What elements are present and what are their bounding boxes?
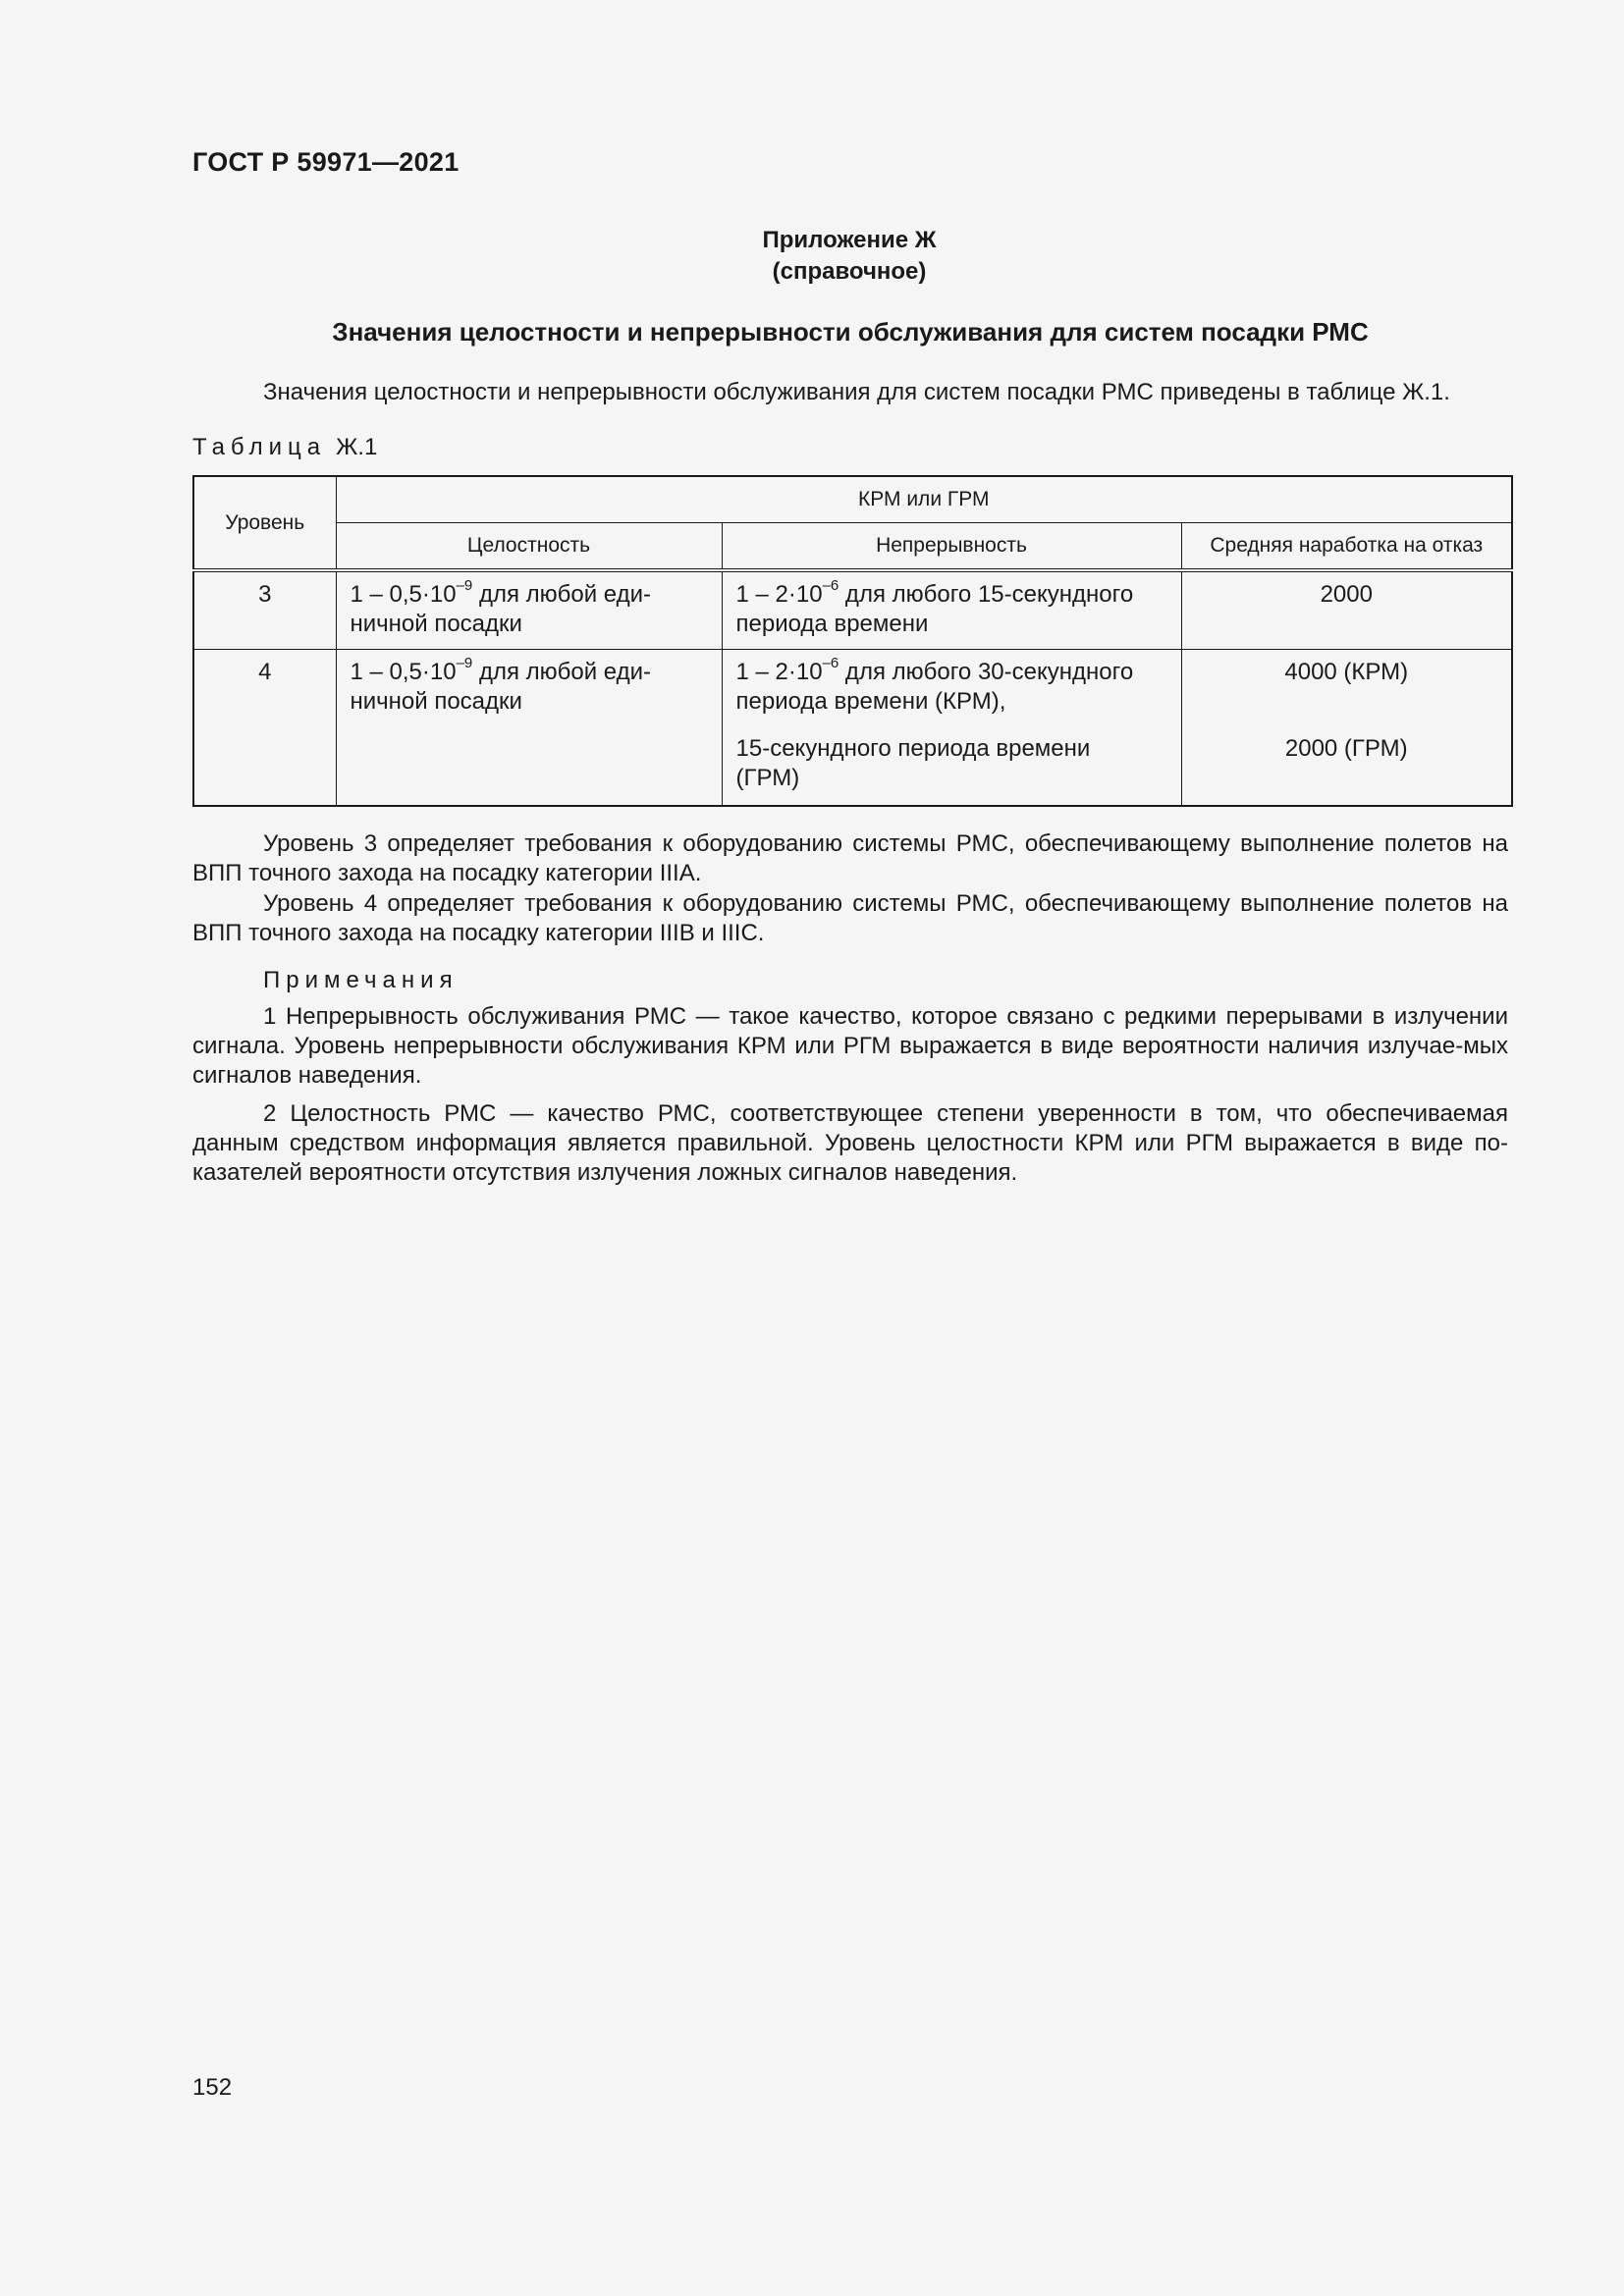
header-mtbf: Средняя наработка на отказ: [1181, 523, 1512, 571]
paragraph-level-4: Уровень 4 определяет требования к оборудованию системы РМС, обеспечивающему выполнение полетов на ВПП точного захода на посадку категории IIIB и IIIC.: [192, 890, 1508, 946]
cell-continuity: $1 - 2\cdot 10^{-6}$ для любого 30-секундного периода времени (КРМ), 15-секундного периода времени (ГРМ): [722, 649, 1181, 806]
table-caption-word: Таблица: [192, 434, 327, 460]
table-caption-number: Ж.1: [336, 434, 378, 460]
appendix-heading: [0, 225, 1624, 288]
data-table: [192, 475, 1513, 807]
cell-level: 4: [193, 649, 336, 806]
paragraph-level-3: Уровень 3 определяет требования к оборудованию системы РМС, обеспечивающему выполнение полетов на ВПП точного захода на посадку категории IIIA.: [192, 830, 1508, 886]
notes-title: Примечания: [263, 967, 459, 993]
table-subheader-row: [193, 523, 1512, 571]
document-code: ГОСТ Р 59971—2021: [192, 147, 460, 177]
cell-integrity: $1 - 0,5\cdot 10^{-9}$ для любой еди- ничной посадки: [336, 570, 722, 649]
appendix-subtitle: (справочное): [772, 258, 927, 285]
table-row: [193, 649, 1512, 806]
section-title: Значения целостности и непрерывности обслуживания для систем посадки РМС: [332, 317, 1369, 347]
cell-mtbf: 2000: [1181, 570, 1512, 649]
header-continuity: Непрерывность: [722, 523, 1181, 571]
note-1: 1 Непрерывность обслуживания РМС — такое качество, которое связано с редкими перерывами в излучении сигнала. Уровень непрерывности обслуживания КРМ или РГМ выражается в виде вероятности наличия излучае-мых сигналов наведения.: [192, 1003, 1508, 1089]
cell-integrity: $1 - 0,5\cdot 10^{-9}$ для любой еди- ничной посадки: [336, 649, 722, 806]
intro-paragraph: Значения целостности и непрерывности обслуживания для систем посадки РМС приведены в таблице Ж.1.: [263, 379, 1450, 405]
cell-mtbf: 4000 (КРМ) 2000 (ГРМ): [1181, 649, 1512, 806]
header-integrity: Целостность: [336, 523, 722, 571]
page-number: 152: [192, 2074, 233, 2101]
cell-level: 3: [193, 570, 336, 649]
header-group: КРМ или ГРМ: [336, 476, 1512, 523]
table-row: [193, 570, 1512, 649]
cell-continuity: $1 - 2\cdot 10^{-6}$ для любого 15-секундного периода времени: [722, 570, 1181, 649]
note-2: 2 Целостность РМС — качество РМС, соответствующее степени уверенности в том, что обеспечиваемая данным средством информация является правильной. Уровень целостности КРМ или РГМ выражается в виде по-казателей вероятности отсутствия излучения ложных сигналов наведения.: [192, 1100, 1508, 1186]
table-caption: [192, 434, 377, 461]
appendix-title: Приложение Ж: [762, 227, 937, 253]
table-header-row: [193, 476, 1512, 523]
header-level: Уровень: [193, 476, 336, 570]
